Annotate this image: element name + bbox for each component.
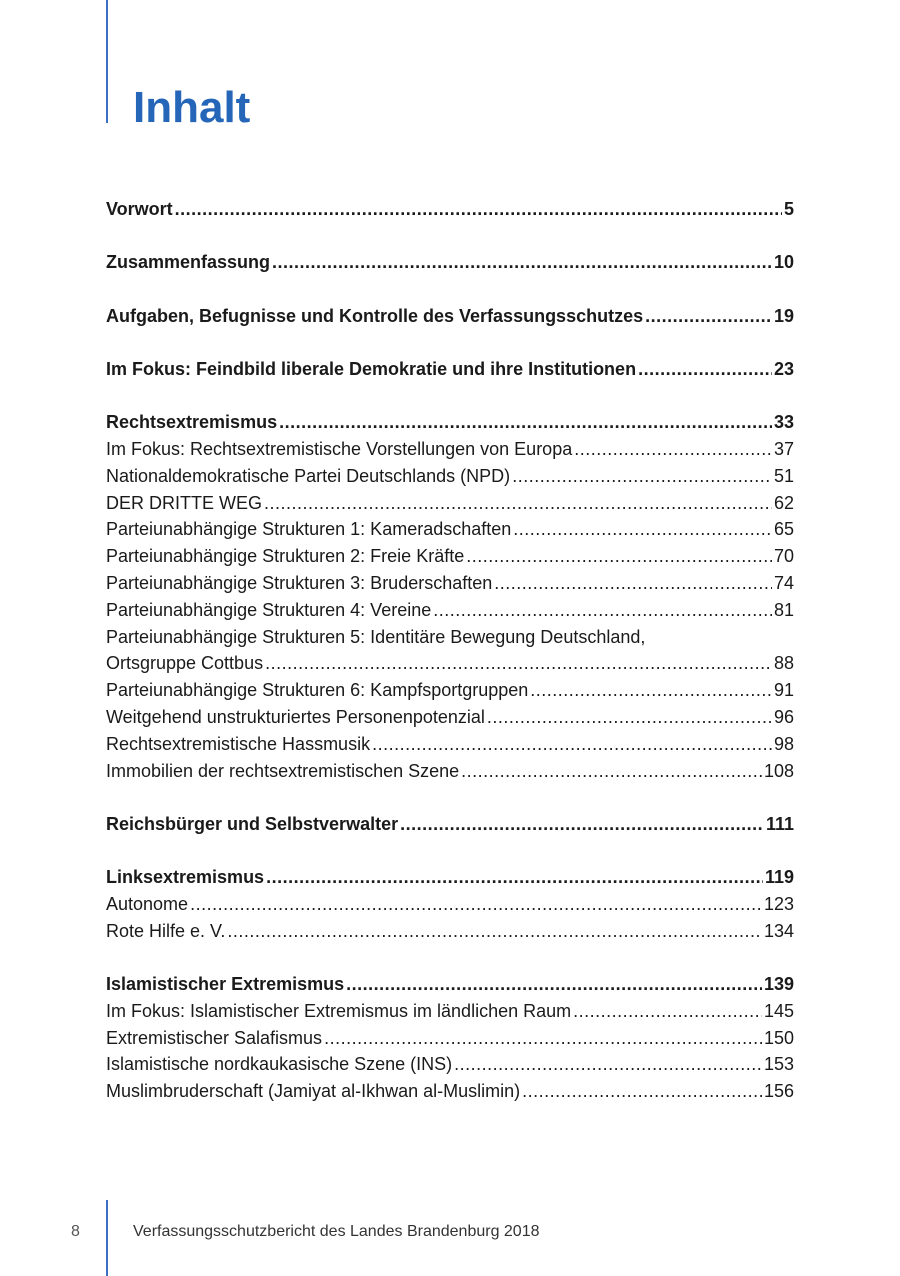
toc-entry[interactable]	[106, 650, 794, 677]
page-title: Inhalt	[133, 83, 251, 132]
top-accent-line	[106, 0, 108, 123]
toc-page-number: 5	[783, 199, 794, 219]
toc-entry[interactable]	[106, 704, 794, 731]
toc-section-entry[interactable]	[106, 196, 794, 223]
toc-leader-dots	[512, 463, 772, 490]
toc-page-number: 98	[773, 733, 794, 754]
toc-entry-title: Im Fokus: Islamistischer Extremismus im ländlichen Raum	[106, 1000, 572, 1021]
footer-title: Verfassungsschutzbericht des Landes Brandenburg 2018	[133, 1223, 540, 1240]
toc-entry-title: Rechtsextremistische Hassmusik	[106, 733, 371, 754]
toc-section-entry[interactable]	[106, 409, 794, 436]
toc-page-number: 88	[773, 653, 794, 674]
toc-entry-title: Ortsgruppe Cottbus	[106, 653, 264, 674]
toc-entry-title: Islamistische nordkaukasische Szene (INS)	[106, 1054, 453, 1075]
toc-leader-dots	[272, 249, 772, 276]
footer-accent-line	[106, 1200, 108, 1276]
toc-spacer	[106, 329, 794, 356]
toc-page-number: 10	[773, 252, 794, 273]
toc-entry[interactable]	[106, 516, 794, 543]
toc-leader-dots	[522, 1078, 762, 1105]
toc-entry-title: Islamistischer Extremismus	[106, 974, 345, 995]
toc-entry-title: Zusammenfassung	[106, 252, 271, 273]
toc-section-entry[interactable]	[106, 971, 794, 998]
toc-leader-dots	[433, 597, 772, 624]
toc-leader-dots	[266, 864, 763, 891]
toc-entry-title: Parteiunabhängige Strukturen 1: Kameradschaften	[106, 519, 512, 540]
toc-entry-title: Nationaldemokratische Partei Deutschlands (NPD)	[106, 465, 511, 486]
toc-entry[interactable]	[106, 543, 794, 570]
toc-spacer	[106, 945, 794, 972]
toc-entry-title: Parteiunabhängige Strukturen 2: Freie Kräfte	[106, 546, 465, 567]
toc-leader-dots	[461, 758, 762, 785]
toc-page-number: 23	[773, 358, 794, 379]
toc-entry[interactable]	[106, 436, 794, 463]
toc-page-number: 139	[763, 974, 794, 995]
toc-entry-title: Vorwort	[106, 199, 173, 219]
toc-entry-title: Rechtsextremismus	[106, 412, 278, 433]
toc-page-number: 119	[764, 867, 794, 888]
toc-leader-dots	[346, 971, 762, 998]
toc-leader-dots	[645, 303, 772, 330]
toc-page-number: 156	[763, 1081, 794, 1102]
toc-entry[interactable]	[106, 624, 794, 651]
toc-page-number: 37	[773, 438, 794, 459]
toc-entry-title: Muslimbruderschaft (Jamiyat al-Ikhwan al-Muslimin)	[106, 1081, 521, 1102]
toc-leader-dots	[372, 731, 772, 758]
toc-entry-title: Im Fokus: Feindbild liberale Demokratie und ihre Institutionen	[106, 358, 637, 379]
toc-leader-dots	[227, 918, 762, 945]
toc-entry-title: Autonome	[106, 893, 189, 914]
toc-leader-dots	[513, 516, 772, 543]
toc-entry[interactable]	[106, 1078, 794, 1105]
toc-entry[interactable]	[106, 1051, 794, 1078]
toc-leader-dots	[265, 650, 772, 677]
toc-leader-dots	[175, 196, 782, 223]
toc-page-number: 145	[763, 1000, 794, 1021]
toc-entry-title: Linksextremismus	[106, 867, 265, 888]
toc-leader-dots	[494, 570, 772, 597]
toc-section-entry[interactable]	[106, 864, 794, 891]
toc-entry-title: Extremistischer Salafismus	[106, 1027, 323, 1048]
footer-page-number: 8	[71, 1223, 80, 1240]
toc-entry[interactable]	[106, 597, 794, 624]
toc-spacer	[106, 784, 794, 811]
toc-page-number: 33	[773, 412, 794, 433]
toc-page-number: 65	[773, 519, 794, 540]
toc-entry[interactable]	[106, 758, 794, 785]
toc-entry-title: Parteiunabhängige Strukturen 3: Bruderschaften	[106, 572, 493, 593]
toc-leader-dots	[279, 409, 772, 436]
toc-leader-dots	[638, 356, 772, 383]
toc-entry-title: DER DRITTE WEG	[106, 492, 262, 513]
toc-entry[interactable]	[106, 677, 794, 704]
toc-leader-dots	[324, 1025, 762, 1052]
toc-leader-dots	[573, 998, 762, 1025]
toc-leader-dots	[264, 490, 772, 517]
toc-spacer	[106, 838, 794, 865]
toc-page-number: 62	[773, 492, 794, 513]
toc-spacer	[106, 276, 794, 303]
toc-leader-dots	[530, 677, 772, 704]
toc-section-entry[interactable]	[106, 303, 794, 330]
toc-page-number: 19	[773, 305, 794, 326]
toc-page-number: 70	[773, 546, 794, 567]
toc-section-entry[interactable]	[106, 356, 794, 383]
table-of-contents	[106, 196, 794, 1105]
toc-entry[interactable]	[106, 731, 794, 758]
toc-page-number: 134	[763, 920, 794, 941]
toc-entry-title: Aufgaben, Befugnisse und Kontrolle des Verfassungsschutzes	[106, 305, 644, 326]
toc-entry[interactable]	[106, 490, 794, 517]
toc-page-number: 123	[763, 893, 794, 914]
toc-page-number: 111	[765, 813, 794, 834]
toc-entry-title: Parteiunabhängige Strukturen 4: Vereine	[106, 599, 432, 620]
toc-entry-title: Immobilien der rechtsextremistischen Szene	[106, 760, 460, 781]
toc-entry[interactable]	[106, 570, 794, 597]
toc-spacer	[106, 223, 794, 250]
toc-entry-title: Reichsbürger und Selbstverwalter	[106, 813, 399, 834]
toc-page-number: 153	[763, 1054, 794, 1075]
toc-entry-title: Parteiunabhängige Strukturen 6: Kampfsportgruppen	[106, 680, 529, 701]
toc-leader-dots	[190, 891, 762, 918]
toc-entry[interactable]	[106, 998, 794, 1025]
toc-leader-dots	[454, 1051, 762, 1078]
toc-page-number: 74	[773, 572, 794, 593]
toc-entry[interactable]	[106, 463, 794, 490]
toc-entry[interactable]	[106, 1025, 794, 1052]
toc-page-number: 96	[773, 706, 794, 727]
toc-section-entry[interactable]	[106, 811, 794, 838]
toc-entry[interactable]	[106, 918, 794, 945]
toc-page-number: 81	[773, 599, 794, 620]
toc-leader-dots	[487, 704, 772, 731]
toc-page-number: 108	[763, 760, 794, 781]
toc-entry-title: Weitgehend unstrukturiertes Personenpotenzial	[106, 706, 485, 727]
toc-entry[interactable]	[106, 891, 794, 918]
toc-page-number: 51	[773, 465, 794, 486]
toc-leader-dots	[466, 543, 772, 570]
toc-entry-title: Parteiunabhängige Strukturen 5: Identitäre Bewegung Deutschland,	[106, 626, 646, 647]
toc-leader-dots	[574, 436, 772, 463]
toc-section-entry[interactable]	[106, 249, 794, 276]
toc-page-number: 91	[773, 680, 794, 701]
toc-leader-dots	[400, 811, 764, 838]
toc-entry-title: Im Fokus: Rechtsextremistische Vorstellungen von Europa	[106, 438, 573, 459]
toc-spacer	[106, 383, 794, 410]
toc-entry-title: Rote Hilfe e. V.	[106, 920, 226, 941]
toc-page-number: 150	[763, 1027, 794, 1048]
